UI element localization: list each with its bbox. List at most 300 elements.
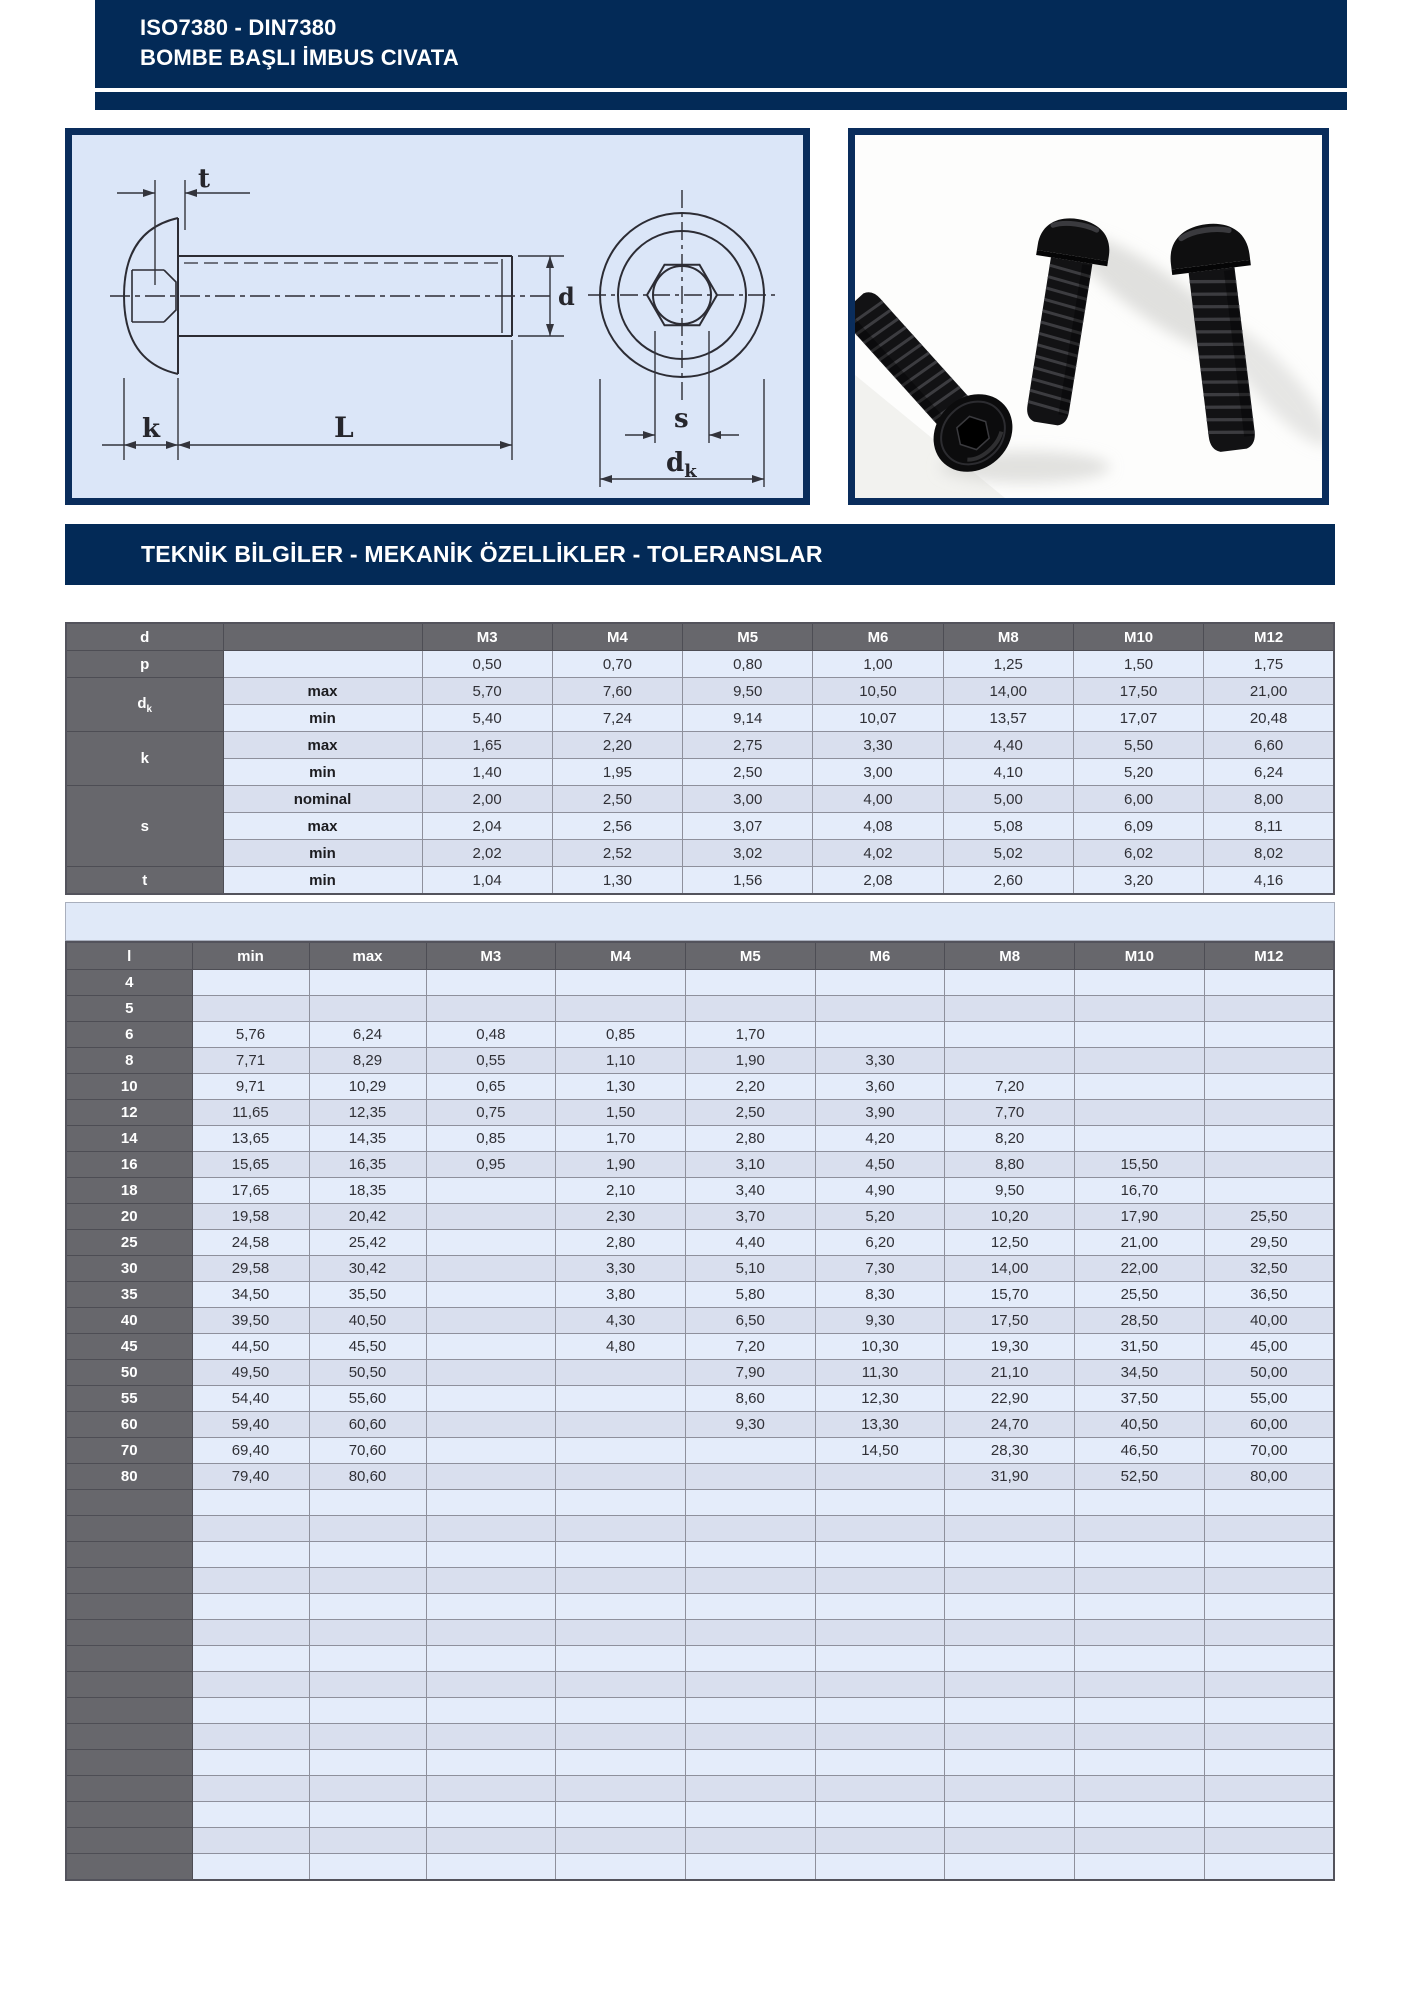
value-cell: 2,08: [813, 867, 943, 895]
value-cell: 3,70: [685, 1204, 815, 1230]
value-cell: 7,90: [685, 1360, 815, 1386]
value-cell: 1,56: [683, 867, 813, 895]
value-cell: 3,20: [1073, 867, 1203, 895]
length-label: [66, 1490, 192, 1516]
side-view-dimensions: [102, 180, 564, 460]
value-cell: [426, 1204, 556, 1230]
value-cell: [1204, 1802, 1334, 1828]
value-cell: 52,50: [1075, 1464, 1205, 1490]
value-cell: [556, 996, 686, 1022]
value-cell: [426, 1854, 556, 1881]
value-cell: [1204, 1620, 1334, 1646]
value-cell: [1204, 1568, 1334, 1594]
value-cell: 7,24: [552, 705, 682, 732]
value-cell: 14,50: [815, 1438, 945, 1464]
value-cell: 15,70: [945, 1282, 1075, 1308]
value-cell: 70,00: [1204, 1438, 1334, 1464]
value-cell: [1075, 970, 1205, 996]
value-cell: [192, 1724, 309, 1750]
header-d: d: [66, 623, 223, 651]
value-cell: [1075, 1828, 1205, 1854]
value-cell: 20,48: [1204, 705, 1334, 732]
size-header: M8: [943, 623, 1073, 651]
table-row: [66, 1542, 1334, 1568]
length-label: 50: [66, 1360, 192, 1386]
value-cell: [556, 1750, 686, 1776]
value-cell: 17,65: [192, 1178, 309, 1204]
limit-label: min: [223, 759, 422, 786]
value-cell: [192, 1776, 309, 1802]
value-cell: 17,07: [1073, 705, 1203, 732]
length-label: 55: [66, 1386, 192, 1412]
value-cell: [556, 1490, 686, 1516]
value-cell: [945, 970, 1075, 996]
length-label: 60: [66, 1412, 192, 1438]
value-cell: [309, 1594, 426, 1620]
value-cell: [815, 1464, 945, 1490]
value-cell: [945, 1854, 1075, 1881]
value-cell: 8,30: [815, 1282, 945, 1308]
table-row: [66, 1750, 1334, 1776]
technical-drawing-panel: [65, 128, 810, 505]
dim-label-k: k: [142, 414, 161, 444]
value-cell: [556, 1438, 686, 1464]
value-cell: [685, 970, 815, 996]
technical-drawing: [72, 135, 803, 498]
table-row: [66, 1100, 1334, 1126]
value-cell: [556, 1360, 686, 1386]
value-cell: [1204, 1516, 1334, 1542]
value-cell: 25,42: [309, 1230, 426, 1256]
length-label: 12: [66, 1100, 192, 1126]
table-row: [66, 1334, 1334, 1360]
value-cell: [685, 1438, 815, 1464]
value-cell: [685, 1464, 815, 1490]
value-cell: 3,30: [815, 1048, 945, 1074]
value-cell: 40,50: [1075, 1412, 1205, 1438]
value-cell: [815, 1828, 945, 1854]
table-row: [66, 1568, 1334, 1594]
value-cell: 4,40: [943, 732, 1073, 759]
value-cell: [945, 1750, 1075, 1776]
column-header: M3: [426, 942, 556, 970]
value-cell: [685, 1568, 815, 1594]
value-cell: 1,10: [556, 1048, 686, 1074]
value-cell: 21,00: [1075, 1230, 1205, 1256]
size-header: M4: [552, 623, 682, 651]
value-cell: [192, 1646, 309, 1672]
value-cell: 1,25: [943, 651, 1073, 678]
value-cell: [556, 1724, 686, 1750]
length-label: [66, 1516, 192, 1542]
value-cell: 3,60: [815, 1074, 945, 1100]
value-cell: 5,40: [422, 705, 552, 732]
value-cell: 0,75: [426, 1100, 556, 1126]
value-cell: 4,08: [813, 813, 943, 840]
value-cell: 60,60: [309, 1412, 426, 1438]
dim-label-s: s: [674, 404, 689, 434]
table-row: [66, 1620, 1334, 1646]
value-cell: [556, 1386, 686, 1412]
value-cell: 5,08: [943, 813, 1073, 840]
value-cell: 50,00: [1204, 1360, 1334, 1386]
table-row: [66, 1672, 1334, 1698]
value-cell: [309, 1646, 426, 1672]
value-cell: [685, 1516, 815, 1542]
length-label: 40: [66, 1308, 192, 1334]
value-cell: [815, 970, 945, 996]
value-cell: 40,50: [309, 1308, 426, 1334]
value-cell: 2,00: [422, 786, 552, 813]
value-cell: [815, 1724, 945, 1750]
table-row: [66, 1828, 1334, 1854]
value-cell: [309, 1542, 426, 1568]
table-row: [66, 1386, 1334, 1412]
value-cell: 1,75: [1204, 651, 1334, 678]
value-cell: 3,00: [813, 759, 943, 786]
limit-label: max: [223, 678, 422, 705]
value-cell: 22,90: [945, 1386, 1075, 1412]
value-cell: [945, 1646, 1075, 1672]
value-cell: 6,09: [1073, 813, 1203, 840]
value-cell: [556, 1594, 686, 1620]
length-label: [66, 1620, 192, 1646]
value-cell: 5,80: [685, 1282, 815, 1308]
length-label: [66, 1776, 192, 1802]
value-cell: 19,30: [945, 1334, 1075, 1360]
value-cell: [815, 996, 945, 1022]
value-cell: 28,30: [945, 1438, 1075, 1464]
value-cell: [945, 1568, 1075, 1594]
length-label: 5: [66, 996, 192, 1022]
table-header-row: [66, 623, 1334, 651]
value-cell: [1075, 1750, 1205, 1776]
value-cell: 2,80: [556, 1230, 686, 1256]
value-cell: [1075, 1074, 1205, 1100]
value-cell: 21,10: [945, 1360, 1075, 1386]
value-cell: [1204, 1022, 1334, 1048]
length-label: 80: [66, 1464, 192, 1490]
value-cell: 32,50: [1204, 1256, 1334, 1282]
value-cell: [685, 1802, 815, 1828]
size-header: M6: [813, 623, 943, 651]
value-cell: 6,00: [1073, 786, 1203, 813]
value-cell: 15,50: [1075, 1152, 1205, 1178]
value-cell: 10,30: [815, 1334, 945, 1360]
end-view: [588, 190, 776, 403]
value-cell: [192, 1828, 309, 1854]
value-cell: 54,40: [192, 1386, 309, 1412]
value-cell: [685, 1542, 815, 1568]
length-label: 8: [66, 1048, 192, 1074]
value-cell: 4,16: [1204, 867, 1334, 895]
length-label: 14: [66, 1126, 192, 1152]
value-cell: [426, 1750, 556, 1776]
value-cell: 1,30: [556, 1074, 686, 1100]
value-cell: [426, 1412, 556, 1438]
value-cell: 1,04: [422, 867, 552, 895]
value-cell: 5,02: [943, 840, 1073, 867]
value-cell: 4,00: [813, 786, 943, 813]
value-cell: 1,70: [685, 1022, 815, 1048]
value-cell: 39,50: [192, 1308, 309, 1334]
value-cell: 6,60: [1204, 732, 1334, 759]
value-cell: [192, 1698, 309, 1724]
dim-label-d: d: [558, 282, 575, 311]
value-cell: [685, 1490, 815, 1516]
value-cell: 60,00: [1204, 1412, 1334, 1438]
table-row: [66, 1464, 1334, 1490]
value-cell: 3,00: [683, 786, 813, 813]
value-cell: 15,65: [192, 1152, 309, 1178]
value-cell: 2,02: [422, 840, 552, 867]
value-cell: 5,76: [192, 1022, 309, 1048]
value-cell: 9,50: [945, 1178, 1075, 1204]
side-view: [110, 218, 554, 374]
value-cell: 0,85: [426, 1126, 556, 1152]
value-cell: [1204, 1074, 1334, 1100]
value-cell: 2,80: [685, 1126, 815, 1152]
value-cell: 6,02: [1073, 840, 1203, 867]
value-cell: 14,00: [945, 1256, 1075, 1282]
value-cell: 10,20: [945, 1204, 1075, 1230]
value-cell: 7,30: [815, 1256, 945, 1282]
value-cell: [815, 1646, 945, 1672]
value-cell: 2,04: [422, 813, 552, 840]
value-cell: 44,50: [192, 1334, 309, 1360]
value-cell: [426, 1256, 556, 1282]
value-cell: 8,20: [945, 1126, 1075, 1152]
column-header: M5: [685, 942, 815, 970]
table-row: [66, 1646, 1334, 1672]
value-cell: 3,10: [685, 1152, 815, 1178]
value-cell: 0,80: [683, 651, 813, 678]
value-cell: [945, 1516, 1075, 1542]
table-row: [66, 996, 1334, 1022]
table-row: [66, 1308, 1334, 1334]
value-cell: 0,55: [426, 1048, 556, 1074]
table-row: [66, 1412, 1334, 1438]
value-cell: 29,58: [192, 1256, 309, 1282]
value-cell: 4,10: [943, 759, 1073, 786]
value-cell: [426, 1308, 556, 1334]
value-cell: [1075, 1854, 1205, 1881]
value-cell: 13,65: [192, 1126, 309, 1152]
value-cell: [309, 970, 426, 996]
value-cell: 2,50: [683, 759, 813, 786]
value-cell: [556, 1802, 686, 1828]
value-cell: [192, 1854, 309, 1881]
value-cell: 12,50: [945, 1230, 1075, 1256]
value-cell: [1204, 970, 1334, 996]
value-cell: [1075, 1126, 1205, 1152]
value-cell: [1204, 1750, 1334, 1776]
length-label: [66, 1672, 192, 1698]
value-cell: [1075, 1100, 1205, 1126]
value-cell: 59,40: [192, 1412, 309, 1438]
value-cell: 16,35: [309, 1152, 426, 1178]
value-cell: 4,02: [813, 840, 943, 867]
length-label: 18: [66, 1178, 192, 1204]
value-cell: 35,50: [309, 1282, 426, 1308]
dim-label-L: L: [334, 411, 354, 444]
length-label: [66, 1828, 192, 1854]
value-cell: 46,50: [1075, 1438, 1205, 1464]
length-label: 6: [66, 1022, 192, 1048]
value-cell: 21,00: [1204, 678, 1334, 705]
column-header: max: [309, 942, 426, 970]
value-cell: [192, 996, 309, 1022]
value-cell: 3,80: [556, 1282, 686, 1308]
value-cell: [309, 1568, 426, 1594]
value-cell: 69,40: [192, 1438, 309, 1464]
value-cell: [685, 1828, 815, 1854]
value-cell: 14,35: [309, 1126, 426, 1152]
value-cell: [556, 1412, 686, 1438]
value-cell: [426, 1542, 556, 1568]
value-cell: [556, 1672, 686, 1698]
table-row: [66, 840, 1334, 867]
value-cell: 1,90: [685, 1048, 815, 1074]
value-cell: [1204, 1542, 1334, 1568]
value-cell: [815, 1620, 945, 1646]
value-cell: [556, 1646, 686, 1672]
table-row: [66, 1698, 1334, 1724]
length-table: [65, 941, 1335, 1881]
header-empty: [223, 623, 422, 651]
table-row: [66, 1256, 1334, 1282]
value-cell: 17,50: [1073, 678, 1203, 705]
table-row: [66, 1074, 1334, 1100]
value-cell: 3,07: [683, 813, 813, 840]
value-cell: [192, 1802, 309, 1828]
value-cell: 7,71: [192, 1048, 309, 1074]
value-cell: [685, 1698, 815, 1724]
value-cell: [945, 1620, 1075, 1646]
value-cell: [1204, 1854, 1334, 1881]
value-cell: 5,50: [1073, 732, 1203, 759]
table-row: [66, 1022, 1334, 1048]
value-cell: [192, 1750, 309, 1776]
value-cell: 29,50: [1204, 1230, 1334, 1256]
value-cell: [426, 1334, 556, 1360]
value-cell: [192, 1672, 309, 1698]
table-row: [66, 1802, 1334, 1828]
dim-label-t: t: [198, 164, 211, 194]
value-cell: 30,42: [309, 1256, 426, 1282]
value-cell: [1075, 1646, 1205, 1672]
length-label: 70: [66, 1438, 192, 1464]
value-cell: [426, 1230, 556, 1256]
length-label: [66, 1724, 192, 1750]
value-cell: 4,20: [815, 1126, 945, 1152]
value-cell: 7,60: [552, 678, 682, 705]
value-cell: [1075, 1568, 1205, 1594]
value-cell: [945, 1594, 1075, 1620]
value-cell: [1075, 1542, 1205, 1568]
value-cell: [309, 1854, 426, 1881]
value-cell: 28,50: [1075, 1308, 1205, 1334]
value-cell: [556, 1776, 686, 1802]
value-cell: [815, 1516, 945, 1542]
table-row: [66, 1776, 1334, 1802]
value-cell: 5,20: [815, 1204, 945, 1230]
value-cell: 37,50: [1075, 1386, 1205, 1412]
value-cell: 1,95: [552, 759, 682, 786]
value-cell: [192, 1568, 309, 1594]
table-row: [66, 759, 1334, 786]
value-cell: 0,48: [426, 1022, 556, 1048]
table-spacer-band: [65, 902, 1335, 941]
value-cell: 5,00: [943, 786, 1073, 813]
length-label: [66, 1854, 192, 1881]
value-cell: 70,60: [309, 1438, 426, 1464]
value-cell: [426, 1776, 556, 1802]
value-cell: 12,30: [815, 1386, 945, 1412]
length-label: [66, 1542, 192, 1568]
value-cell: 11,30: [815, 1360, 945, 1386]
value-cell: 16,70: [1075, 1178, 1205, 1204]
length-label: 35: [66, 1282, 192, 1308]
value-cell: 6,50: [685, 1308, 815, 1334]
length-label: [66, 1568, 192, 1594]
param-label: t: [66, 867, 223, 895]
limit-label: min: [223, 867, 422, 895]
value-cell: [556, 1464, 686, 1490]
table-row: [66, 732, 1334, 759]
value-cell: [685, 1750, 815, 1776]
value-cell: [1075, 1724, 1205, 1750]
table-row: [66, 1516, 1334, 1542]
length-label: 30: [66, 1256, 192, 1282]
table-row: [66, 1178, 1334, 1204]
value-cell: [426, 1386, 556, 1412]
value-cell: [1075, 1620, 1205, 1646]
table-row: [66, 1204, 1334, 1230]
column-header: l: [66, 942, 192, 970]
value-cell: 3,40: [685, 1178, 815, 1204]
value-cell: 5,10: [685, 1256, 815, 1282]
value-cell: [1204, 1178, 1334, 1204]
column-header: M12: [1204, 942, 1334, 970]
value-cell: [945, 1828, 1075, 1854]
value-cell: 13,57: [943, 705, 1073, 732]
title-banner: [95, 0, 1347, 88]
value-cell: 2,60: [943, 867, 1073, 895]
value-cell: 9,50: [683, 678, 813, 705]
value-cell: 6,24: [1204, 759, 1334, 786]
value-cell: [309, 1802, 426, 1828]
value-cell: 1,00: [813, 651, 943, 678]
value-cell: [426, 1594, 556, 1620]
table-row: [66, 1854, 1334, 1881]
column-header: M4: [556, 942, 686, 970]
value-cell: [945, 1048, 1075, 1074]
section-header: TEKNİK BİLGİLER - MEKANİK ÖZELLİKLER - TOLERANSLAR: [65, 524, 1335, 585]
value-cell: [556, 970, 686, 996]
value-cell: 12,35: [309, 1100, 426, 1126]
table-row: [66, 1048, 1334, 1074]
value-cell: [426, 1178, 556, 1204]
value-cell: [192, 1516, 309, 1542]
column-header: M10: [1075, 942, 1205, 970]
value-cell: [945, 1542, 1075, 1568]
value-cell: [685, 1672, 815, 1698]
page-title: ISO7380 - DIN7380: [140, 15, 337, 40]
value-cell: [1204, 1672, 1334, 1698]
value-cell: [1204, 1724, 1334, 1750]
value-cell: 2,75: [683, 732, 813, 759]
